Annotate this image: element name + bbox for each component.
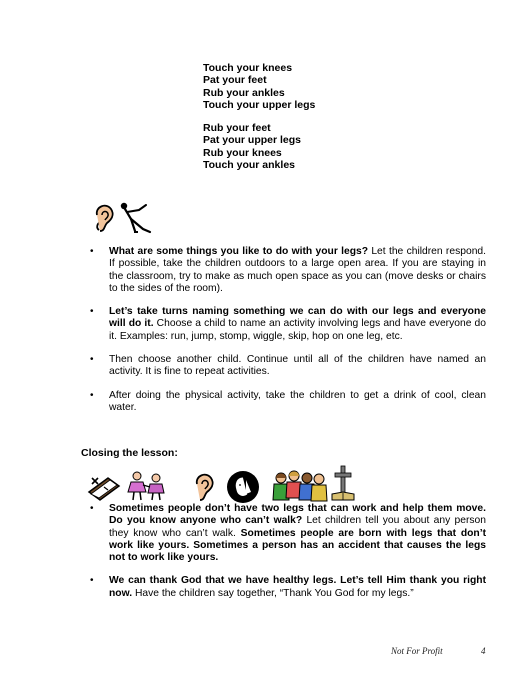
- list-item: • Let’s take turns naming something we can do with our legs and everyone will do it. Choose a child to name an activity involving legs and have everyone do it. Examples: run, jump, stomp, wiggle, skip, hop on one leg, etc.: [90, 306, 486, 342]
- poem-line: Touch your ankles: [203, 158, 295, 171]
- footer-label: Not For Profit: [391, 646, 443, 656]
- bullet-icon: •: [90, 246, 94, 257]
- poem-line: Rub your knees: [203, 146, 282, 159]
- closing-bullets: [86, 503, 486, 611]
- poem-stanza-1: [203, 62, 315, 111]
- poem-line: Pat your feet: [203, 74, 267, 87]
- bullet-icon: •: [90, 354, 94, 366]
- stretching-person-icon: [119, 201, 153, 235]
- closing-heading: Closing the lesson:: [81, 447, 178, 459]
- list-item: • What are some things you like to do with your legs? Let the children respond. If possible, take the children outdoors to a large open area. If you are staying in the classroom, try to make as much open space as you can (move desks or chairs to the sides of the room).: [90, 246, 487, 294]
- poem-line: Rub your ankles: [203, 86, 285, 99]
- activity-bullets: [86, 246, 486, 425]
- group-of-children-icon: [272, 470, 328, 504]
- bullet-icon: •: [90, 575, 94, 587]
- ear-icon: [92, 203, 116, 233]
- poem-line: Pat your upper legs: [203, 134, 302, 147]
- ear-icon: [192, 472, 216, 502]
- poem-line: Touch your upper legs: [203, 98, 316, 111]
- praying-head-icon: [226, 470, 260, 504]
- poem-line: Rub your feet: [203, 122, 271, 134]
- list-item: • After doing the physical activity, take the children to get a drink of cool, clean water.: [90, 389, 486, 413]
- cross-icon: [330, 464, 356, 504]
- bullet-icon: •: [90, 306, 94, 318]
- list-item: • Sometimes people don’t have two legs that can work and help them move. Do you know anyone who can’t walk? Let children tell you about any person they know who can’t walk. Sometimes people are born with legs that don’t work like yours. Sometimes a person has an accident that causes the legs not to work like yours.: [90, 503, 487, 564]
- bullet-icon: •: [90, 389, 94, 401]
- list-item: • We can thank God that we have healthy legs. Let’s tell Him thank you right now. Have the children say together, “Thank You God for my legs.”: [90, 575, 486, 599]
- bullet-icon: •: [90, 503, 94, 514]
- list-item: • Then choose another child. Continue until all of the children have named an activity. It is fine to repeat activities.: [90, 354, 486, 378]
- children-icon: [126, 470, 168, 502]
- bible-icon: [86, 472, 122, 502]
- page-number: 4: [481, 646, 486, 656]
- poem-line: Touch your knees: [203, 62, 293, 74]
- poem-stanza-2: [203, 122, 301, 171]
